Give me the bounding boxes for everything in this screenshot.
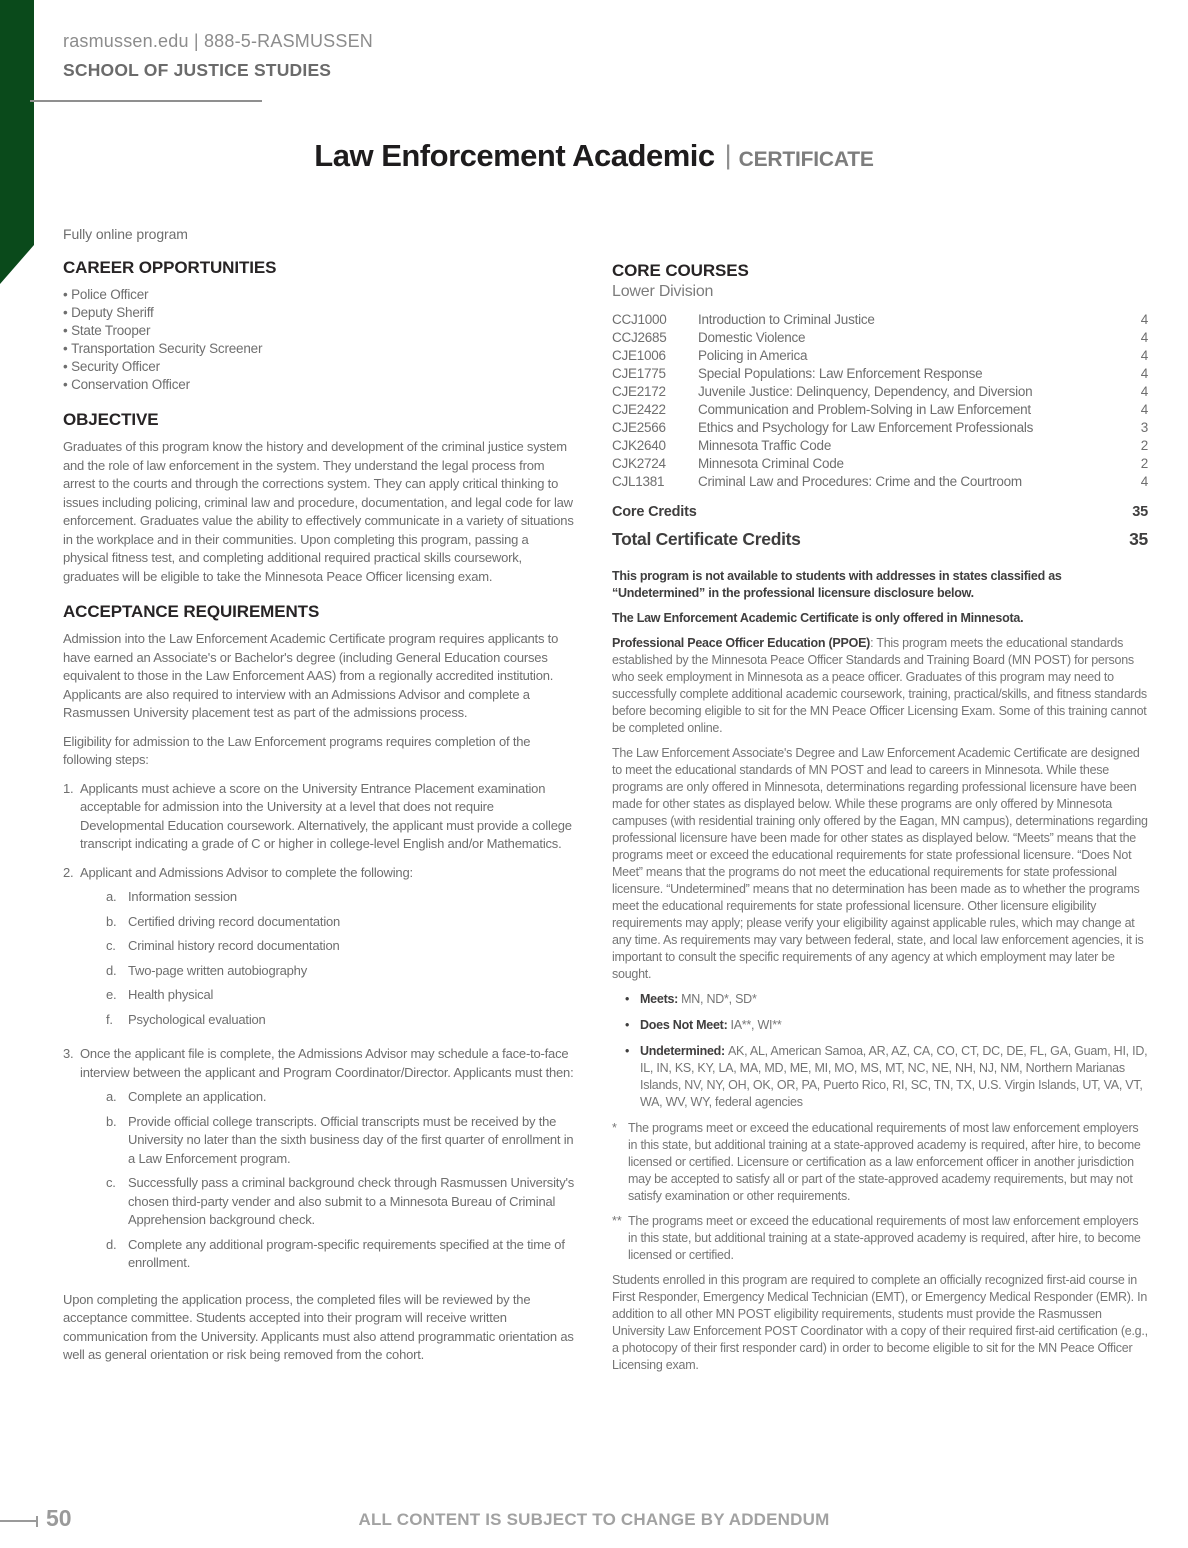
course-table — [612, 311, 1148, 491]
ppoe-text: : This program meets the educational standards established by the Minnesota Peace Officer Standards and Training Board (MN POST) for persons who seek employment in Minnesota as a peace officer. Graduates of this program may need to successfully complete additional academic coursework, training, practical/skills, and fitness standards before becoming eligible to sit for the MN Peace Officer Licensing Exam. Some of this training cannot be completed online. — [612, 636, 1147, 735]
bullet-dot: • — [625, 1018, 630, 1032]
course-credits: 4 — [1140, 474, 1148, 489]
step-number: 1. — [63, 780, 74, 796]
course-title: Minnesota Traffic Code — [698, 438, 832, 453]
course-row — [612, 455, 1148, 473]
course-row — [612, 437, 1148, 455]
step-2-subitems — [106, 888, 575, 1029]
step-2 — [63, 864, 575, 1036]
licensure-status-list — [612, 991, 1148, 1111]
page-number: 50 — [46, 1505, 72, 1531]
program-mode: Fully online program — [63, 226, 188, 242]
subitem-marker: b. — [106, 913, 117, 929]
footnote-single-asterisk — [612, 1120, 1148, 1205]
subitem — [106, 986, 575, 1005]
course-code: CJE2422 — [612, 402, 666, 417]
acceptance-steps — [63, 780, 575, 1279]
subitem — [106, 1088, 575, 1107]
course-title: Ethics and Psychology for Law Enforcement Professionals — [698, 420, 1034, 435]
subitem-marker: d. — [106, 1236, 117, 1252]
subitem-marker: c. — [106, 1175, 116, 1190]
subitem-text: Provide official college transcripts. Official transcripts must be received by the University no later than the sixth business day of the first quarter of enrollment in a Law Enforcement program. — [128, 1113, 574, 1166]
step-text: Applicant and Admissions Advisor to complete the following: — [80, 864, 413, 880]
core-courses-heading: CORE COURSES — [612, 261, 749, 280]
subitem-text: Information session — [128, 889, 237, 904]
page-title — [0, 138, 1188, 174]
subitem-text: Criminal history record documentation — [128, 938, 340, 953]
brand-contact-line: rasmussen.edu | 888-5-RASMUSSEN — [63, 31, 373, 51]
course-row — [612, 383, 1148, 401]
step-3 — [63, 1045, 575, 1279]
footnote-double-asterisk — [612, 1213, 1148, 1264]
acceptance-closing: Upon completing the application process, the completed files will be reviewed by the acceptance committee. Students accepted into their program will receive written communication from the University. Applicants must also attend programmatic orientation as well as general orientation or risk being removed from the cohort. — [63, 1291, 574, 1362]
availability-notice: This program is not available to students with addresses in states classified as “Undetermined” in the professional licensure disclosure below. — [612, 569, 1062, 600]
course-row — [612, 401, 1148, 419]
course-credits: 4 — [1140, 330, 1148, 345]
acceptance-requirements-heading: ACCEPTANCE REQUIREMENTS — [63, 602, 320, 621]
course-title: Introduction to Criminal Justice — [698, 312, 875, 327]
course-credits: 4 — [1140, 384, 1148, 399]
total-credits-row — [612, 529, 1148, 550]
footnote-text: The programs meet or exceed the educational requirements of most law enforcement employers in this state, but additional training at a state-approved academy is required, after hire, to become licensed or certified. Licensure or certification as a law enforcement officer in another jurisdiction may be accepted to satisfy all or part of the state-approved academy requirements, but may not satisfy examination or other requirements. — [628, 1121, 1141, 1203]
step-text: Applicants must achieve a score on the University Entrance Placement examination acceptable for admission into the University at a level that does not require Developmental Education coursework. Alternatively, the applicant must provide a college transcript indicating a grade of C or higher in college-level English and/or Mathematics. — [80, 780, 572, 851]
ppoe-label: Professional Peace Officer Education (PPOE) — [612, 636, 871, 650]
course-credits: 4 — [1140, 366, 1148, 381]
undetermined-label: Undetermined: — [640, 1044, 725, 1058]
course-title: Special Populations: Law Enforcement Response — [698, 366, 983, 381]
subitem-marker: a. — [106, 1089, 117, 1104]
career-item: • Police Officer — [63, 286, 575, 304]
subitem — [106, 937, 575, 956]
footnote-marker: ** — [612, 1214, 622, 1228]
bullet-dot: • — [625, 992, 630, 1006]
career-item: • Deputy Sheriff — [63, 304, 575, 322]
undetermined-states: AK, AL, American Samoa, AR, AZ, CA, CO, CT, DC, DE, FL, GA, Guam, HI, ID, IL, IN, KS, KY, LA, MA, MD, ME, MI, MO, MS, MT, NC, NE, NH, NJ, NM, Northern Marianas Islands, NV, NY, OH, OK, OR, PA, Puerto Rico, RI, SC, TN, TX, U.S. Virgin Islands, UT, VA, VT, WA, WV, WY, federal agencies — [640, 1044, 1148, 1109]
objective-text: Graduates of this program know the history and development of the criminal justice system and the role of law enforcement in the system. They understand the legal process from arrest to the courts and through the corrections system. They can apply critical thinking to issues including policing, criminal law and procedure, documentation, and legal code for law enforcement. Graduates value the ability to effectively communicate in a variety of situations in the workplace and in their communities. Upon completing this program, passing a physical fitness test, and completing additional required practical skills coursework, graduates will be eligible to take the Minnesota Peace Officer licensing exam. — [63, 439, 574, 584]
subitem-marker: e. — [106, 987, 117, 1002]
content-columns — [63, 226, 1148, 1382]
page-header — [63, 31, 373, 81]
step-1 — [63, 780, 575, 854]
credential-type: CERTIFICATE — [738, 148, 874, 171]
course-title: Juvenile Justice: Delinquency, Dependency, and Diversion — [698, 384, 1033, 399]
subitem-text: Complete any additional program-specific requirements specified at the time of enrollment. — [128, 1236, 565, 1270]
core-credits-value: 35 — [1132, 504, 1148, 520]
subitem-text: Certified driving record documentation — [128, 913, 341, 929]
ppoe-paragraph — [612, 635, 1148, 737]
step-number: 2. — [63, 864, 74, 880]
step-number: 3. — [63, 1046, 74, 1061]
school-name: SCHOOL OF JUSTICE STUDIES — [63, 60, 332, 80]
course-title: Criminal Law and Procedures: Crime and the Courtroom — [698, 474, 1022, 489]
course-title: Minnesota Criminal Code — [698, 456, 844, 471]
course-title: Policing in America — [698, 348, 808, 363]
subitem — [106, 1174, 575, 1230]
course-row — [612, 473, 1148, 491]
subitem — [106, 1236, 575, 1273]
course-code: CCJ2685 — [612, 330, 667, 345]
acceptance-intro-1: Admission into the Law Enforcement Academic Certificate program requires applicants to have earned an Associate's or Bachelor's degree (including General Education courses equivalent to those in the Law Enforcement AAS) from a regionally accredited institution. Applicants are also required to interview with an Admissions Advisor and complete a Rasmussen University placement test as part of the admissions process. — [63, 631, 559, 720]
subitem — [106, 1011, 575, 1030]
acceptance-intro-2: Eligibility for admission to the Law Enforcement programs requires completion of the following steps: — [63, 733, 531, 767]
career-item: • Conservation Officer — [63, 376, 575, 394]
course-row — [612, 329, 1148, 347]
career-item: • State Trooper — [63, 322, 575, 340]
core-credits-row — [612, 504, 1148, 520]
course-code: CJE2172 — [612, 384, 666, 399]
career-item: • Transportation Security Screener — [63, 340, 575, 358]
does-not-meet-item — [625, 1017, 1148, 1034]
does-not-meet-states: IA**, WI** — [730, 1018, 782, 1032]
meets-item — [625, 991, 1148, 1008]
first-aid-requirement-paragraph: Students enrolled in this program are required to complete an officially recognized first-aid course in First Responder, Emergency Medical Technician (EMT), or Emergency Medical Responder (EMR). In addition to all other MN POST eligibility requirements, students must provide the Rasmussen University Law Enforcement POST Coordinator with a copy of their required first-aid certification (e.g., a photocopy of their first responder card) in order to become eligible to sit for the MN Peace Officer Licensing exam. — [612, 1273, 1148, 1372]
header-divider — [30, 100, 262, 102]
program-name: Law Enforcement Academic — [314, 138, 715, 173]
course-code: CJE2566 — [612, 420, 666, 435]
subitem-marker: b. — [106, 1113, 117, 1129]
left-column — [63, 226, 575, 1382]
subitem-text: Health physical — [128, 987, 214, 1002]
course-credits: 4 — [1140, 348, 1148, 363]
course-row — [612, 347, 1148, 365]
career-item: • Security Officer — [63, 358, 575, 376]
course-credits: 4 — [1140, 402, 1148, 417]
footnote-marker: * — [612, 1121, 617, 1135]
subitem — [106, 913, 575, 932]
course-code: CJK2640 — [612, 438, 666, 453]
course-credits: 2 — [1140, 438, 1148, 453]
subitem — [106, 888, 575, 907]
right-column — [612, 226, 1148, 1382]
course-credits: 3 — [1140, 420, 1148, 435]
objective-heading: OBJECTIVE — [63, 410, 159, 429]
course-code: CJL1381 — [612, 474, 665, 489]
undetermined-item — [625, 1043, 1148, 1111]
course-code: CJK2724 — [612, 456, 666, 471]
subitem-text: Two-page written autobiography — [128, 962, 308, 978]
meets-label: Meets: — [640, 992, 679, 1006]
subitem — [106, 962, 575, 981]
meets-states: MN, ND*, SD* — [681, 992, 757, 1006]
subitem-marker: d. — [106, 962, 117, 978]
footnote-text: The programs meet or exceed the educational requirements of most law enforcement employers in this state, but additional training at a state-approved academy is required, after hire, to become licensed or certified. — [628, 1214, 1141, 1262]
course-code: CJE1006 — [612, 348, 666, 363]
subitem-marker: f. — [106, 1011, 113, 1027]
subitem-text: Psychological evaluation — [128, 1011, 266, 1027]
subitem-marker: c. — [106, 938, 116, 953]
total-credits-value: 35 — [1129, 529, 1148, 549]
course-credits: 4 — [1140, 312, 1148, 327]
total-credits-label: Total Certificate Credits — [612, 529, 801, 549]
addendum-notice: ALL CONTENT IS SUBJECT TO CHANGE BY ADDENDUM — [358, 1510, 830, 1529]
does-not-meet-label: Does Not Meet: — [640, 1018, 728, 1032]
title-separator: | — [724, 140, 732, 170]
course-code: CJE1775 — [612, 366, 666, 381]
subitem-marker: a. — [106, 889, 117, 904]
division-label: Lower Division — [612, 283, 714, 300]
course-credits: 2 — [1140, 456, 1148, 471]
bullet-dot: • — [625, 1044, 630, 1058]
subitem-text: Complete an application. — [128, 1089, 267, 1104]
course-title: Domestic Violence — [698, 330, 806, 345]
career-opportunities-heading: CAREER OPPORTUNITIES — [63, 258, 277, 277]
course-row — [612, 365, 1148, 383]
core-credits-label: Core Credits — [612, 504, 697, 520]
subitem-text: Successfully pass a criminal background check through Rasmussen University's chosen third-party vender and also submit to a Minnesota Bureau of Criminal Apprehension background check. — [128, 1175, 575, 1227]
minnesota-only-notice: The Law Enforcement Academic Certificate is only offered in Minnesota. — [612, 611, 1024, 625]
course-title: Communication and Problem-Solving in Law Enforcement — [698, 402, 1031, 417]
subitem — [106, 1113, 575, 1169]
step-3-subitems — [106, 1088, 575, 1273]
step-text: Once the applicant file is complete, the Admissions Advisor may schedule a face-to-face interview between the applicant and Program Coordinator/Director. Applicants must then: — [80, 1046, 574, 1080]
career-list — [63, 286, 575, 394]
course-code: CCJ1000 — [612, 312, 667, 327]
course-row — [612, 311, 1148, 329]
licensure-determination-paragraph: The Law Enforcement Associate's Degree and Law Enforcement Academic Certificate are designed to meet the educational standards of MN POST and lead to careers in Minnesota. While these programs are only offered in Minnesota, determinations regarding professional licensure have been made for other states as displayed below. While these programs are only offered by Minnesota campuses (with residential training only offered by the Eagan, MN campus), determinations regarding professional licensure have been made for other states as displayed below. “Meets” means that the programs meet or exceed the educational requirements for state professional licensure. “Does Not Meet” means that the programs do not meet the educational requirements for state professional licensure. “Undetermined” means that no determination has been made as to whether the programs meet the educational requirements for state professional licensure. Other licensure eligibility requirements may apply; please verify your eligibility against applicable rules, which may change at any time. As requirements may vary between federal, state, and local law enforcement agencies, it is important to consult the specific requirements of any agency at which employment may later be sought. — [612, 746, 1148, 981]
course-row — [612, 419, 1148, 437]
